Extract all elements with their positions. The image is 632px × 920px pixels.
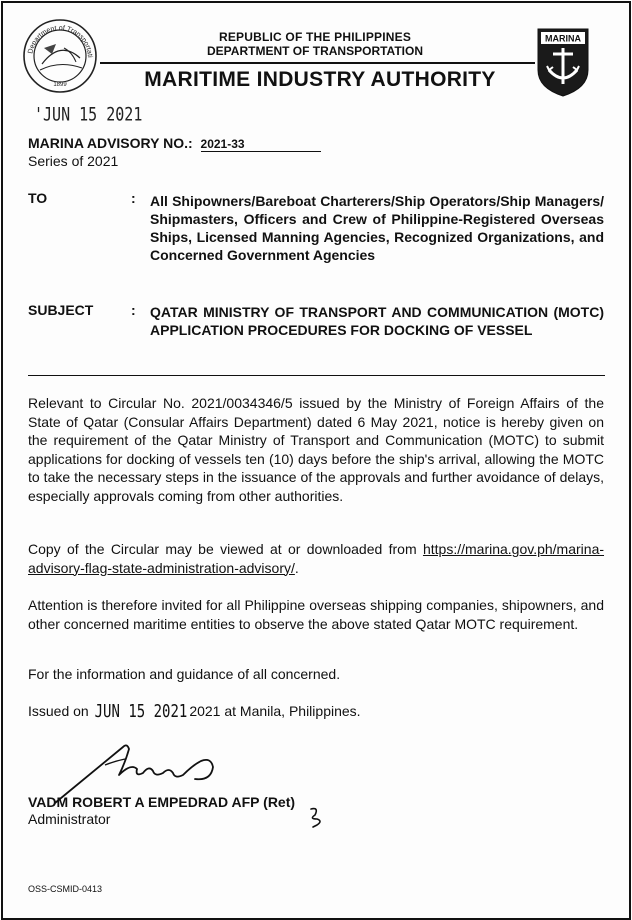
document-code: OSS-CSMID-0413 bbox=[28, 884, 103, 894]
signatory-name: VADM ROBERT A EMPEDRAD AFP (Ret) bbox=[28, 794, 296, 810]
copy-period: . bbox=[294, 559, 299, 576]
series-text: Series of 2021 bbox=[28, 153, 119, 169]
letterhead bbox=[100, 30, 530, 58]
seal-text: Department of Transportati bbox=[27, 24, 94, 58]
advisory-number-line bbox=[28, 135, 321, 152]
svg-text:Department of Transportation bbox=[22, 18, 93, 58]
to-label: TO bbox=[28, 190, 48, 206]
authority-title: MARITIME INDUSTRY AUTHORITY bbox=[144, 68, 496, 91]
department-title: DEPARTMENT OF TRANSPORTATION bbox=[207, 44, 423, 58]
signatory-title: Administrator bbox=[28, 811, 111, 827]
received-date-stamp: 'JUN 15 2021 bbox=[34, 102, 143, 126]
advisory-number: 2021-33 bbox=[201, 137, 321, 152]
header-divider bbox=[100, 62, 535, 64]
body-paragraph-3: Attention is therefore invited for all Philippine overseas shipping companies, shipowners, and other concerned maritime entities to observe the above stated Qatar MOTC requirement. bbox=[28, 597, 604, 632]
subject-label: SUBJECT bbox=[28, 302, 94, 318]
copy-text: Copy of the Circular may be viewed at or downloaded from bbox=[28, 541, 417, 557]
issued-prefix: Issued on bbox=[28, 703, 89, 719]
issued-date-stamp: JUN 15 2021 bbox=[94, 702, 188, 722]
dotr-seal-icon bbox=[22, 18, 98, 94]
body-paragraph-1: Relevant to Circular No. 2021/0034346/5 issued by the Ministry of Foreign Affairs of the State of Qatar (Consular Affairs Department) dated 6 May 2021, notice is hereby given on the requirement of the Qatar Ministry of Transport and Communication (MOTC) to submit applications for docking of vessels ten (10) days before the ship's arrival, allowing the MOTC to take the necessary steps in the issuance of the approvals and further avoidance of delays, especially approvals coming from other authorities. bbox=[28, 395, 604, 504]
marina-logo-text: MARINA bbox=[545, 33, 581, 44]
subject-colon: : bbox=[131, 302, 136, 318]
issued-suffix: 2021 at Manila, Philippines. bbox=[189, 703, 361, 719]
republic-title: REPUBLIC OF THE PHILIPPINES bbox=[218, 30, 412, 44]
body-paragraph-4: For the information and guidance of all concerned. bbox=[28, 666, 341, 682]
seal-year: 1899 bbox=[53, 82, 67, 88]
body-paragraph-2 bbox=[28, 540, 604, 577]
advisory-link[interactable]: https://marina.gov.ph/marina-advisory-flag-state-administration-advisory/ bbox=[28, 541, 605, 576]
initial-mark-icon bbox=[305, 805, 327, 829]
issued-line bbox=[28, 703, 361, 720]
subject-text: QATAR MINISTRY OF TRANSPORT AND COMMUNICATION (MOTC) APPLICATION PROCEDURES FOR DOCKING OF VESSEL bbox=[150, 304, 604, 338]
advisory-label: MARINA ADVISORY NO.: bbox=[28, 135, 193, 151]
marina-logo-icon bbox=[535, 26, 591, 98]
section-divider bbox=[28, 375, 605, 376]
to-colon: : bbox=[131, 190, 136, 206]
to-recipients: All Shipowners/Bareboat Charterers/Ship Operators/Ship Managers/ Shipmasters, Officers and Crew of Philippine-Registered Overseas Ships, Licensed Manning Agencies, Recognized Organizations, and Concerned Government Agencies bbox=[150, 193, 604, 263]
